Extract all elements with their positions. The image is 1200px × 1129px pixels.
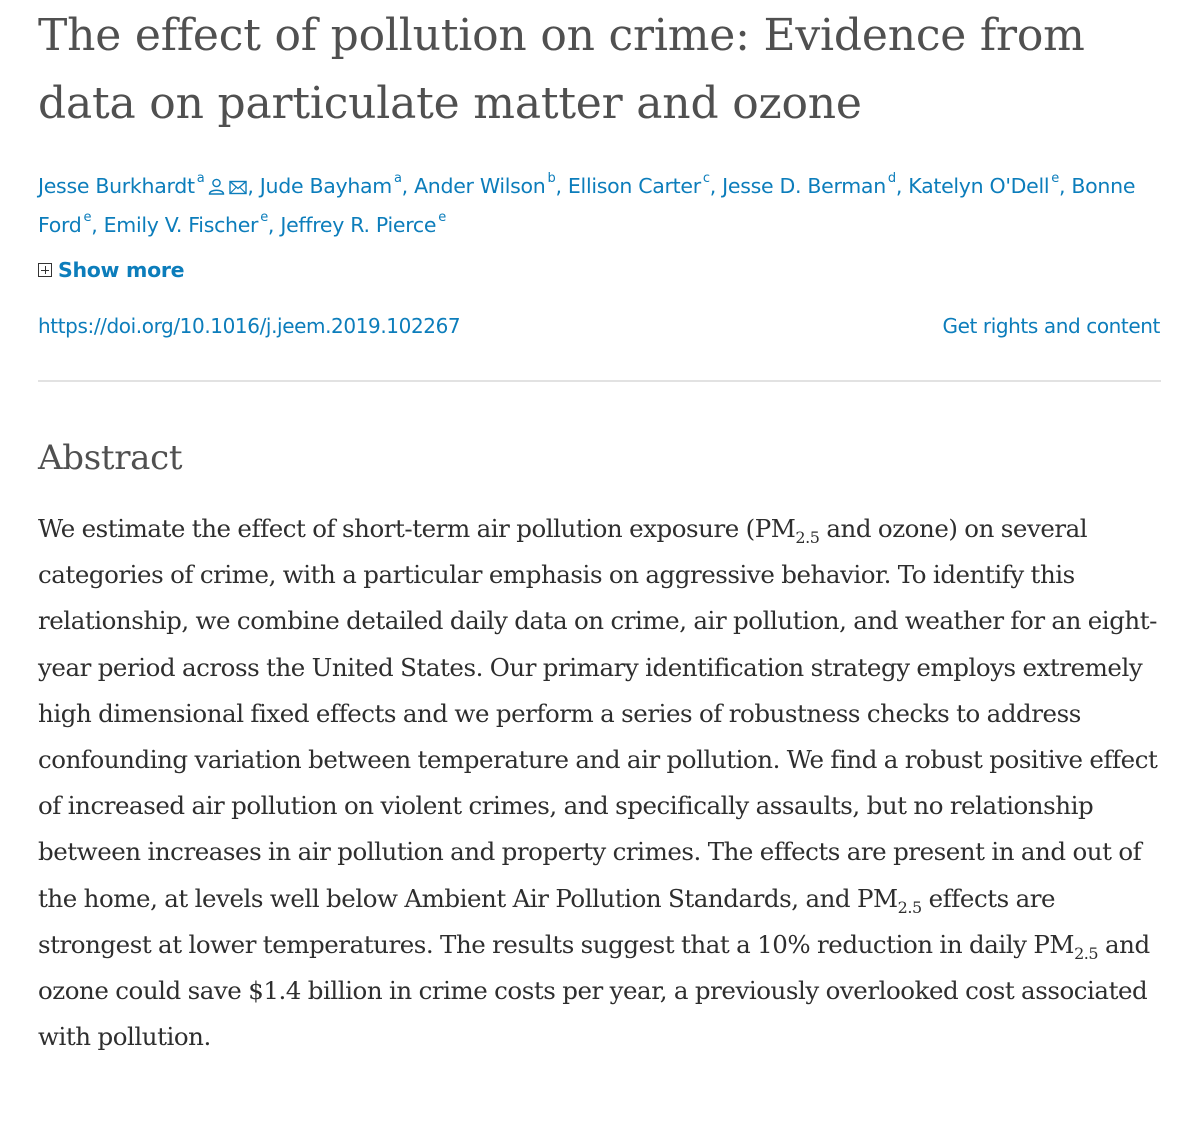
author-link[interactable]: Ander Wilson $^b$ bbox=[414, 171, 556, 198]
author-link[interactable]: Jeffrey R. Pierce $^e$ bbox=[280, 210, 446, 237]
author-link[interactable]: Katelyn O'Dell $^e$ bbox=[908, 171, 1059, 198]
get-rights-link[interactable]: Get rights and content bbox=[942, 314, 1160, 338]
article-title: The effect of pollution on crime: Evidence from data on particulate matter and ozone bbox=[38, 10, 1085, 129]
abstract-heading: Abstract bbox=[38, 438, 183, 478]
section-divider bbox=[38, 380, 1161, 382]
author-link[interactable]: Emily V. Fischer $^e$ bbox=[103, 210, 268, 237]
show-more-label: Show more bbox=[58, 258, 185, 282]
person-icon bbox=[208, 170, 225, 207]
expand-plus-icon bbox=[38, 263, 52, 277]
show-more-button[interactable] bbox=[38, 258, 184, 282]
author-link[interactable]: Ellison Carter $^c$ bbox=[567, 171, 710, 198]
author-link[interactable]: Jesse Burkhardt $^a$ bbox=[38, 174, 247, 198]
author-list: Jesse Burkhardt $^a$ , Jude Bayham $^a$, Ander Wilson $^b$, Ellison Carter $^c$, Jesse D. Berman $^d$, Katelyn O'Dell $^e$, Bonne Ford $^e$, Emily V. Fischer $^e$, Jeffrey R. Pierce $^e$ bbox=[38, 171, 1136, 237]
author-link[interactable]: Jesse D. Berman $^d$ bbox=[722, 171, 896, 198]
author-link[interactable]: Jude Bayham $^a$ bbox=[259, 171, 402, 198]
doi-link[interactable]: https://doi.org/10.1016/j.jeem.2019.102267 bbox=[38, 314, 461, 338]
abstract-text: We estimate the effect of short-term air pollution exposure ($PM_{2.5}$ and ozone) on several categories of crime, with a particular emphasis on aggressive behavior. To identify this relationship, we combine detailed daily data on crime, air pollution, and weather for an eight-year period across the United States. Our primary identification strategy employs extremely high dimensional fixed effects and we perform a series of robustness checks to address confounding variation between temperature and air pollution. We find a robust positive effect of increased air pollution on violent crimes, and specifically assaults, but no relationship between increases in air pollution and property crimes. The effects are present in and out of the home, at levels well below Ambient Air Pollution Standards, and $PM_{2.5}$ effects are strongest at lower temperatures. The results suggest that a 10% reduction in daily $PM_{2.5}$ and ozone could save $1.4 billion in crime costs per year, a previously overlooked cost associated with pollution. bbox=[38, 514, 1158, 1052]
author-link[interactable]: Bonne Ford $^e$ bbox=[38, 174, 1136, 237]
envelope-icon[interactable] bbox=[229, 170, 247, 207]
